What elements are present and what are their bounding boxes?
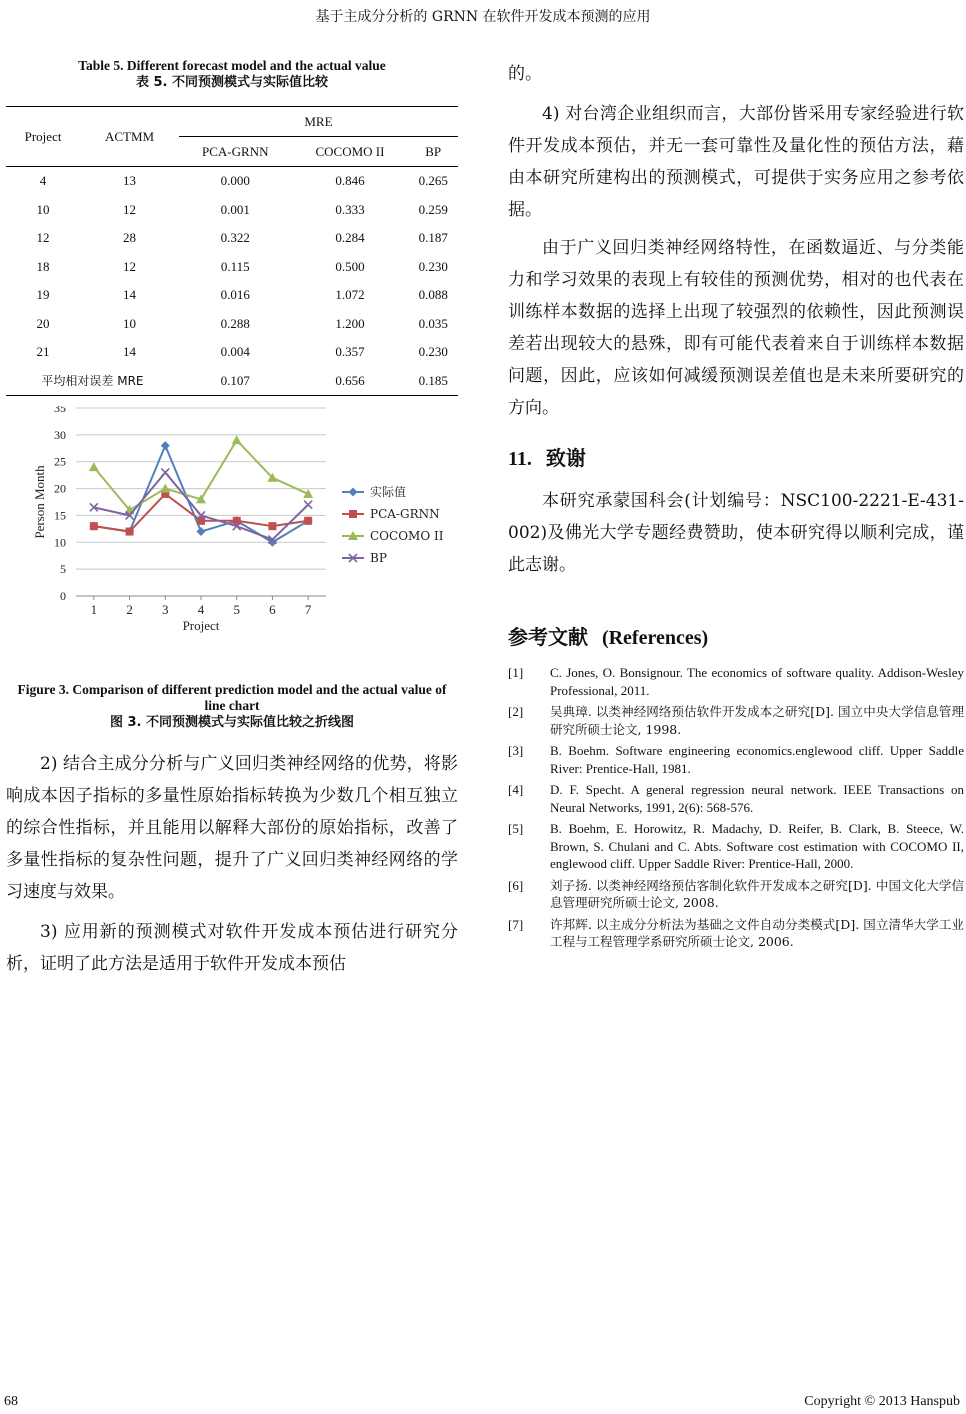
legend-label: BP [370,551,387,565]
legend-marker [349,510,357,518]
acknowledgement-text: 本研究承蒙国科会(计划编号：NSC100-2221-E-431-002)及佛光大学专题经费赞助，使本研究得以顺利完成，谨此志谢。 [508,491,964,575]
summary-label: 平均相对误差 MRE [41,374,144,389]
figure-caption-zh: 图 3. 不同预测模式与实际值比较之折线图 [109,715,355,730]
summary-bp: 0.185 [418,372,448,388]
copyright: Copyright © 2013 Hanspub [804,1394,960,1409]
reference-number: [1] [508,665,524,680]
legend-label: PCA-GRNN [370,507,440,521]
series-1-point [197,527,206,536]
cell-cocomo: 0.333 [335,201,365,217]
x-tick-label: 1 [90,602,98,617]
y-axis-label: Person Month [32,465,47,539]
reference-number: [2] [508,704,524,719]
x-tick-label: 3 [162,602,169,617]
paragraph-point-3: 3) 应用新的预测模式对软件开发成本预估进行研究分析，证明了此方法是适用于软件开发成本预估 [6,922,458,974]
figure-caption-en: Figure 3. Comparison of different prediction model and the actual value of line chart [17,682,447,713]
series-1-point [161,441,170,450]
cell-bp: 0.187 [418,230,448,246]
reference-text: 许邦辉. 以主成分分析法为基础之文件自动分类模式[D]. 国立清华大学工业工程与工程管理学系研究所硕士论文, 2006. [550,916,964,949]
cell-actmm: 12 [123,258,136,274]
reference-item [508,877,964,912]
y-tick-label: 15 [54,508,66,523]
cell-cocomo: 1.200 [335,315,365,331]
reference-number: [4] [508,782,524,797]
series-2-point [268,522,276,530]
header-bp: BP [425,143,442,159]
summary-pca-grnn: 0.107 [220,372,250,388]
right-column [508,58,964,955]
y-tick-label: 10 [54,535,66,550]
header-project: Project [24,128,62,144]
reference-item [508,820,964,873]
header-pca-grnn: PCA-GRNN [202,143,269,159]
y-tick-label: 30 [54,427,66,442]
cell-bp: 0.230 [418,344,448,360]
cell-cocomo: 0.846 [335,173,365,189]
reference-item [508,916,964,951]
line-chart [6,406,458,656]
series-2-point [90,522,98,530]
series-3-point [232,435,242,444]
reference-text: 吴典璋. 以类神经网络预估软件开发成本之研究[D]. 国立中央大学信息管理研究所硕士论文, 1998. [550,704,964,737]
paragraph-point-2: 2) 结合主成分分析与广义回归类神经网络的优势，将影响成本因子指标的多量性原始指标转换为少数几个相互独立的综合性指标，并且能用以解释大部份的原始指标，改善了多量性指标的复杂性问题，提升了广义回归类神经网络的学习速度与效果。 [6,754,458,902]
cell-actmm: 13 [123,173,136,189]
cell-project: 10 [36,201,50,217]
reference-text: 刘子扬. 以类神经网络预估客制化软件开发成本之研究[D]. 中国文化大学信息管理研究所硕士论文, 2008. [550,877,964,910]
legend-label: 实际值 [370,485,407,499]
table-row [6,196,458,225]
cell-cocomo: 0.284 [335,230,365,246]
x-tick-label: 2 [126,602,133,617]
cell-project: 21 [36,344,50,360]
paragraph-point-4: 4) 对台湾企业组织而言，大部份皆采用专家经验进行软件开发成本预估，并无一套可靠性及量化性的预估方法，藉由本研究所建构出的预测模式，可提供于实务应用之参考依据。 [508,104,964,220]
cell-bp: 0.259 [418,201,448,217]
series-2-point [126,528,134,536]
reference-number: [3] [508,743,524,758]
reference-item [508,703,964,738]
running-header: 基于主成分分析的 GRNN 在软件开发成本预测的应用 [315,9,651,25]
series-2-point [304,517,312,525]
x-tick-label: 7 [304,602,312,617]
table-row [6,310,458,339]
section-title: 致谢 [545,446,586,470]
x-tick-label: 6 [269,602,276,617]
paragraph-future-work: 由于广义回归类神经网络特性，在函数逼近、与分类能力和学习效果的表现上有较佳的预测优势，相对的也代表在训练样本数据的选择上出现了较强烈的依赖性，因此预测误差若出现较大的悬殊，即有可能代表着来自于训练样本数据问题，因此，应该如何减缓预测误差值也是未来所要研究的方向。 [508,238,964,418]
section-11-heading [508,442,964,471]
series-4-point [304,501,312,509]
cell-bp: 0.088 [418,287,448,303]
cell-actmm: 10 [123,315,136,331]
reference-number: [7] [508,916,524,932]
series-3-point [89,462,99,471]
series-3-point [160,484,170,493]
table-row [6,253,458,282]
reference-item [508,664,964,699]
cell-actmm: 14 [123,287,136,303]
reference-number: [5] [508,821,524,836]
cell-project: 12 [36,230,50,246]
page-number: 68 [4,1394,18,1409]
cell-pca-grnn: 0.115 [220,258,250,274]
y-tick-label: 20 [54,481,66,496]
cell-pca-grnn: 0.288 [220,315,250,331]
reference-text: B. Boehm. Software engineering economics.englewood cliff. Upper Saddle River: Prentice-Hall, 1981. [550,743,964,776]
table-row [6,167,458,196]
cell-cocomo: 0.500 [335,258,365,274]
references-title-zh: 参考文献 [508,625,588,649]
table-row [6,224,458,253]
references-title-en: (References) [601,627,709,649]
cell-pca-grnn: 0.000 [220,173,250,189]
cell-pca-grnn: 0.004 [220,344,250,360]
paragraph-continued: 的。 [508,64,542,84]
table-row [6,281,458,310]
cell-actmm: 14 [123,344,136,360]
summary-cocomo: 0.656 [335,372,365,388]
series-4-point [161,468,169,476]
reference-text: C. Jones, O. Bonsignour. The economics of software quality. Addison-Wesley Professional, 2011. [550,665,964,698]
cell-bp: 0.230 [418,258,448,274]
section-number: 11. [508,448,532,470]
cell-pca-grnn: 0.016 [220,287,250,303]
cell-project: 18 [36,258,50,274]
header-mre: MRE [179,107,458,137]
x-tick-label: 5 [233,602,240,617]
y-tick-label: 0 [60,589,66,603]
legend-marker [349,488,358,497]
y-tick-label: 5 [60,562,66,577]
cell-bp: 0.265 [418,173,448,189]
cell-project: 4 [39,173,47,189]
cell-project: 20 [36,315,50,331]
reference-item [508,742,964,777]
cell-actmm: 12 [123,201,136,217]
cell-project: 19 [36,287,50,303]
references-heading [508,621,964,650]
reference-item [508,781,964,816]
x-axis-label: Project [182,618,220,633]
y-tick-label: 35 [54,406,66,415]
line-chart-svg [6,406,458,656]
header-cocomo: COCOMO II [315,143,385,159]
cell-pca-grnn: 0.001 [220,201,250,217]
cell-pca-grnn: 0.322 [220,230,250,246]
reference-text: B. Boehm, E. Horowitz, R. Madachy, D. Reifer, B. Clark, B. Steece, W. Brown, S. Chulani and C. Abts. Software cost estimation with COCOMO II, englewood cliff. Upper Saddle River: Prentice-Hall, 2000. [550,821,964,871]
table-caption-en: Table 5. Different forecast model and the actual value [78,58,386,73]
header-actmm: ACTMM [104,128,155,144]
reference-text: D. F. Specht. A general regression neural network. IEEE Transactions on Neural Networks, 1991, 2(6): 568-576. [550,782,964,815]
table-caption-zh: 表 5. 不同预测模式与实际值比较 [135,75,329,90]
reference-number: [6] [508,877,524,893]
legend-label: COCOMO II [370,529,444,543]
left-column [6,58,458,980]
cell-cocomo: 1.072 [335,287,365,303]
cell-actmm: 28 [123,230,136,246]
table-row [6,338,458,367]
y-tick-label: 25 [54,454,66,469]
x-tick-label: 4 [197,602,205,617]
table-summary-row [6,367,458,396]
cell-bp: 0.035 [418,315,448,331]
cell-cocomo: 0.357 [335,344,365,360]
reference-list [508,664,964,951]
comparison-table [6,106,458,396]
